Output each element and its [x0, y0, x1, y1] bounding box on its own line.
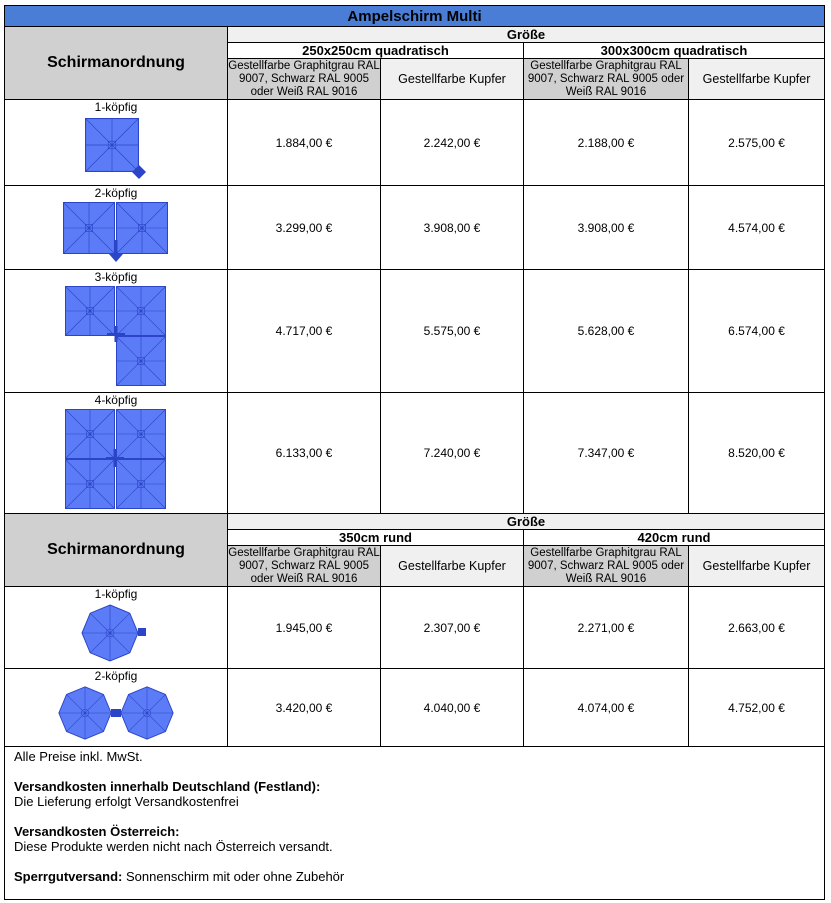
shipping-germany-heading: Versandkosten innerhalb Deutschland (Festland):: [14, 779, 321, 794]
table-row: [5, 186, 825, 270]
arrangement-header: Schirmanordnung: [5, 514, 228, 587]
col-header-copper: Gestellfarbe Kupfer: [381, 546, 524, 587]
vat-note: Alle Preise inkl. MwSt.: [14, 749, 143, 764]
table-row: [5, 100, 825, 186]
arrangement-label: 2-köpfig: [94, 186, 138, 200]
table-row: [5, 669, 825, 747]
price-cell: 5.628,00 €: [524, 270, 689, 393]
col-header-frame-colors: Gestellfarbe Graphitgrau RAL 9007, Schwarz RAL 9005 oder Weiß RAL 9016: [228, 59, 380, 98]
bulk-shipping-heading: Sperrgutversand:: [14, 869, 123, 884]
arrangement-label: 1-köpfig: [94, 587, 138, 601]
price-cell: 5.575,00 €: [381, 270, 524, 393]
price-cell: 3.299,00 €: [228, 186, 381, 270]
shipping-notes: [5, 747, 825, 900]
price-cell: 2.575,00 €: [689, 100, 825, 186]
shipping-austria-text: Diese Produkte werden nicht nach Österreich versandt.: [14, 839, 333, 854]
price-cell: 4.074,00 €: [524, 669, 689, 747]
arrangement-cell: [5, 270, 228, 393]
bulk-shipping-text: Sonnenschirm mit oder ohne Zubehör: [126, 869, 345, 884]
price-table: [4, 5, 825, 900]
table-title: Ampelschirm Multi: [5, 6, 825, 27]
size-group-header: Größe: [228, 514, 825, 530]
col-header-copper: Gestellfarbe Kupfer: [689, 546, 825, 587]
price-cell: 3.908,00 €: [381, 186, 524, 270]
price-cell: 2.242,00 €: [381, 100, 524, 186]
shipping-austria: [14, 824, 815, 854]
price-cell: 4.717,00 €: [228, 270, 381, 393]
col-header-frame-colors: Gestellfarbe Graphitgrau RAL 9007, Schwarz RAL 9005 oder Weiß RAL 9016: [228, 546, 380, 585]
price-cell: 2.188,00 €: [524, 100, 689, 186]
shipping-germany: [14, 779, 815, 809]
bulk-shipping: [14, 869, 815, 884]
arrangement-label: 2-köpfig: [94, 669, 138, 683]
price-cell: 2.271,00 €: [524, 587, 689, 669]
one-round-umbrella-icon: [76, 601, 156, 665]
price-cell: 3.420,00 €: [228, 669, 381, 747]
shipping-austria-heading: Versandkosten Österreich:: [14, 824, 180, 839]
price-cell: 4.574,00 €: [689, 186, 825, 270]
table-row: [5, 587, 825, 669]
price-cell: 3.908,00 €: [524, 186, 689, 270]
price-cell: 2.663,00 €: [689, 587, 825, 669]
price-cell: 8.520,00 €: [689, 393, 825, 514]
two-round-umbrellas-icon: [55, 683, 177, 743]
one-square-umbrella-icon: [79, 114, 154, 184]
arrangement-header: Schirmanordnung: [5, 27, 228, 100]
four-square-umbrellas-icon: [63, 407, 169, 511]
size-group-header: Größe: [228, 27, 825, 43]
price-cell: 1.884,00 €: [228, 100, 381, 186]
arrangement-cell: [5, 393, 228, 514]
size-header-250-square: 250x250cm quadratisch: [228, 43, 524, 59]
size-header-420-round: 420cm rund: [524, 530, 825, 546]
price-cell: 7.347,00 €: [524, 393, 689, 514]
table-row: [5, 270, 825, 393]
price-cell: 6.133,00 €: [228, 393, 381, 514]
price-cell: 4.040,00 €: [381, 669, 524, 747]
price-cell: 6.574,00 €: [689, 270, 825, 393]
arrangement-label: 4-köpfig: [94, 393, 138, 407]
col-header-frame-colors: Gestellfarbe Graphitgrau RAL 9007, Schwarz RAL 9005 oder Weiß RAL 9016: [524, 59, 689, 100]
price-cell: 2.307,00 €: [381, 587, 524, 669]
price-cell: 7.240,00 €: [381, 393, 524, 514]
price-cell: 1.945,00 €: [228, 587, 381, 669]
arrangement-label: 3-köpfig: [94, 270, 138, 284]
arrangement-label: 1-köpfig: [94, 100, 138, 114]
arrangement-cell: [5, 669, 228, 747]
size-header-350-round: 350cm rund: [228, 530, 524, 546]
arrangement-cell: [5, 100, 228, 186]
col-header-frame-colors: Gestellfarbe Graphitgrau RAL 9007, Schwarz RAL 9005 oder Weiß RAL 9016: [524, 546, 689, 587]
shipping-germany-text: Die Lieferung erfolgt Versandkostenfrei: [14, 794, 239, 809]
arrangement-cell: [5, 186, 228, 270]
three-square-umbrellas-icon: [63, 284, 169, 388]
arrangement-cell: [5, 587, 228, 669]
col-header-copper: Gestellfarbe Kupfer: [381, 59, 524, 100]
two-square-umbrellas-icon: [61, 200, 171, 264]
table-row: [5, 393, 825, 514]
price-cell: 4.752,00 €: [689, 669, 825, 747]
col-header-copper: Gestellfarbe Kupfer: [689, 59, 825, 100]
size-header-300-square: 300x300cm quadratisch: [524, 43, 825, 59]
